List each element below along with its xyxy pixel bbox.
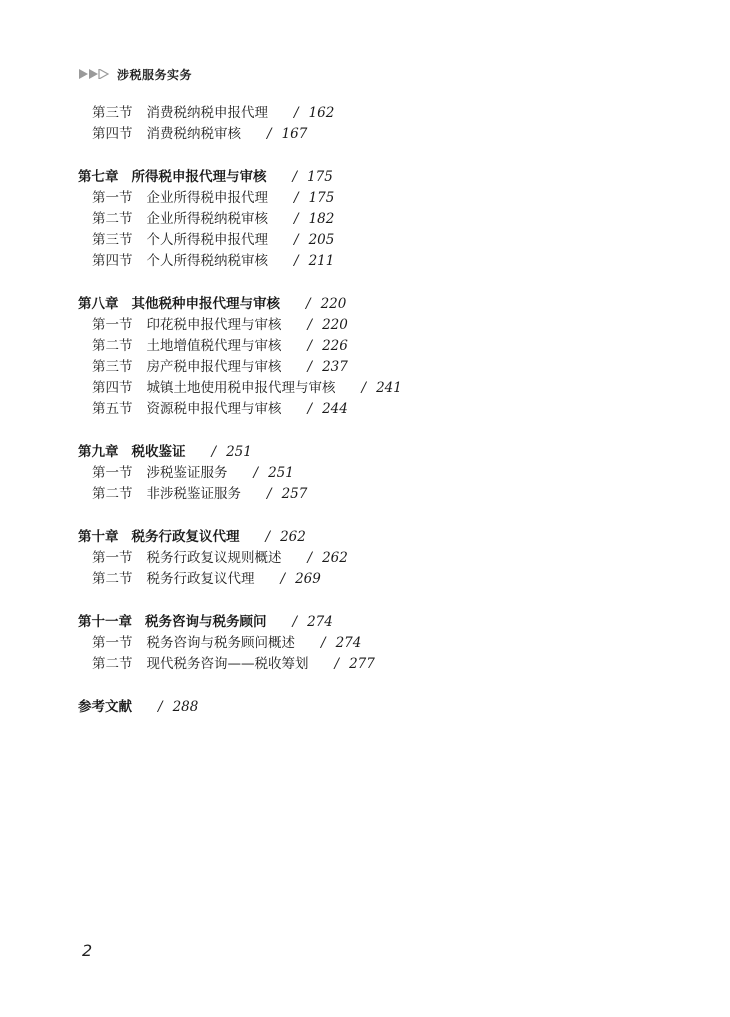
toc-separator: /	[267, 486, 272, 502]
toc-title: 消费税纳税审核	[146, 126, 241, 142]
toc-page-number: 237	[322, 359, 348, 375]
toc-page-number: 251	[268, 465, 294, 481]
toc-title: 税务咨询与税务顾问概述	[146, 635, 295, 651]
toc-label: 第二节	[92, 338, 133, 354]
toc-label: 第七章	[78, 169, 119, 185]
toc-entry[interactable]	[92, 252, 334, 270]
toc-chapter[interactable]	[78, 295, 346, 313]
toc-entry[interactable]	[92, 316, 348, 334]
toc-page-number: 175	[308, 190, 335, 206]
toc-entry[interactable]	[92, 655, 375, 673]
toc-page-number: 288	[172, 699, 199, 715]
toc-title: 所得税申报代理与审核	[131, 169, 267, 185]
toc-title: 房产税申报代理与审核	[146, 359, 282, 375]
toc-page-number: 226	[322, 338, 348, 354]
toc-title: 税收鉴证	[131, 444, 186, 460]
toc-page-number: 262	[322, 550, 348, 566]
toc-chapter[interactable]	[78, 528, 306, 546]
toc-separator: /	[294, 190, 299, 206]
toc-title: 城镇土地使用税申报代理与审核	[146, 380, 336, 396]
toc-label: 第一节	[92, 550, 133, 566]
toc-page-number: 251	[226, 444, 252, 460]
toc-title: 企业所得税纳税审核	[146, 211, 268, 227]
toc-label: 第三节	[92, 105, 133, 121]
toc-separator: /	[307, 550, 313, 566]
toc-entry[interactable]	[92, 210, 334, 228]
toc-separator: /	[280, 571, 286, 587]
toc-page-number: 220	[320, 296, 347, 312]
toc-page-number: 277	[349, 656, 375, 672]
toc-separator: /	[306, 296, 311, 312]
toc-separator: /	[267, 126, 272, 142]
toc-separator: /	[253, 465, 259, 481]
toc-title: 参考文献	[78, 699, 132, 715]
toc-separator: /	[294, 232, 299, 248]
toc-page-number: 262	[280, 529, 306, 545]
toc-separator: /	[307, 401, 313, 417]
toc-page-number: 182	[308, 211, 335, 227]
toc-separator: /	[211, 444, 217, 460]
toc-title: 非涉税鉴证服务	[146, 486, 241, 502]
toc-label: 第一节	[92, 465, 133, 481]
toc-title: 涉税鉴证服务	[146, 465, 228, 481]
toc-separator: /	[294, 253, 299, 269]
toc-entry[interactable]	[92, 189, 334, 207]
toc-chapter[interactable]	[78, 443, 252, 461]
toc-entry[interactable]	[92, 337, 348, 355]
toc-separator: /	[294, 105, 299, 121]
toc-label: 第八章	[78, 296, 119, 312]
toc-page-number: 162	[308, 105, 335, 121]
toc-title: 其他税种申报代理与审核	[131, 296, 280, 312]
toc-page-number: 244	[322, 401, 348, 417]
toc-page-number: 257	[281, 486, 308, 502]
toc-label: 第五节	[92, 401, 133, 417]
toc-page-number: 175	[307, 169, 333, 185]
toc-page-number: 205	[308, 232, 335, 248]
toc-title: 印花税申报代理与审核	[146, 317, 282, 333]
toc-label: 第二节	[92, 486, 133, 502]
toc-label: 第十章	[78, 529, 119, 545]
toc-label: 第三节	[92, 232, 133, 248]
toc-separator: /	[292, 169, 298, 185]
toc-label: 第四节	[92, 380, 133, 396]
toc-entry[interactable]	[92, 125, 307, 143]
toc-label: 第一节	[92, 190, 133, 206]
toc-label: 第四节	[92, 253, 133, 269]
toc-separator: /	[294, 211, 299, 227]
page-number: 2	[82, 941, 93, 960]
toc-separator: /	[307, 317, 313, 333]
toc-title: 个人所得税申报代理	[146, 232, 268, 248]
toc-title: 企业所得税申报代理	[146, 190, 268, 206]
toc-label: 第一节	[92, 317, 133, 333]
toc-title: 税务咨询与税务顾问	[145, 614, 267, 630]
toc-label: 第三节	[92, 359, 133, 375]
toc-entry[interactable]	[92, 485, 307, 503]
toc-title: 税务行政复议规则概述	[146, 550, 282, 566]
toc-page-number: 269	[295, 571, 321, 587]
book-title: 涉税服务实务	[117, 67, 193, 82]
toc-title: 资源税申报代理与审核	[146, 401, 282, 417]
toc-label: 第一节	[92, 635, 133, 651]
toc-references[interactable]	[78, 698, 198, 716]
toc-entry[interactable]	[92, 570, 321, 588]
toc-separator: /	[292, 614, 298, 630]
toc-label: 第二节	[92, 211, 133, 227]
toc-title: 消费税纳税申报代理	[146, 105, 268, 121]
toc-separator: /	[361, 380, 367, 396]
toc-page-number: 241	[376, 380, 402, 396]
toc-title: 税务行政复议代理	[146, 571, 255, 587]
toc-title: 税务行政复议代理	[131, 529, 240, 545]
toc-entry[interactable]	[92, 400, 348, 418]
toc-label: 第九章	[78, 444, 119, 460]
toc-separator: /	[265, 529, 271, 545]
toc-separator: /	[334, 656, 340, 672]
toc-page-number: 274	[335, 635, 362, 651]
toc-entry[interactable]	[92, 104, 334, 122]
toc-entry[interactable]	[92, 549, 348, 567]
toc-page-number: 167	[281, 126, 308, 142]
toc-label: 第十一章	[78, 614, 132, 630]
toc-chapter[interactable]	[78, 613, 333, 631]
toc-separator: /	[307, 359, 313, 375]
toc-page-number: 274	[307, 614, 333, 630]
toc-title: 土地增值税代理与审核	[146, 338, 282, 354]
toc-chapter[interactable]	[78, 168, 333, 186]
toc-entry[interactable]	[92, 358, 348, 376]
toc-separator: /	[307, 338, 313, 354]
toc-title: 现代税务咨询——税收筹划	[146, 656, 309, 672]
toc-label: 第四节	[92, 126, 133, 142]
toc-page-number: 211	[308, 253, 335, 269]
toc-label: 第二节	[92, 656, 133, 672]
toc-entry[interactable]	[92, 231, 334, 249]
toc-entry[interactable]	[92, 634, 361, 652]
toc-page-number: 220	[322, 317, 348, 333]
toc-title: 个人所得税纳税审核	[146, 253, 268, 269]
toc-separator: /	[158, 699, 163, 715]
toc-separator: /	[321, 635, 326, 651]
toc-label: 第二节	[92, 571, 133, 587]
toc-entry[interactable]	[92, 379, 402, 397]
toc-entry[interactable]	[92, 464, 294, 482]
